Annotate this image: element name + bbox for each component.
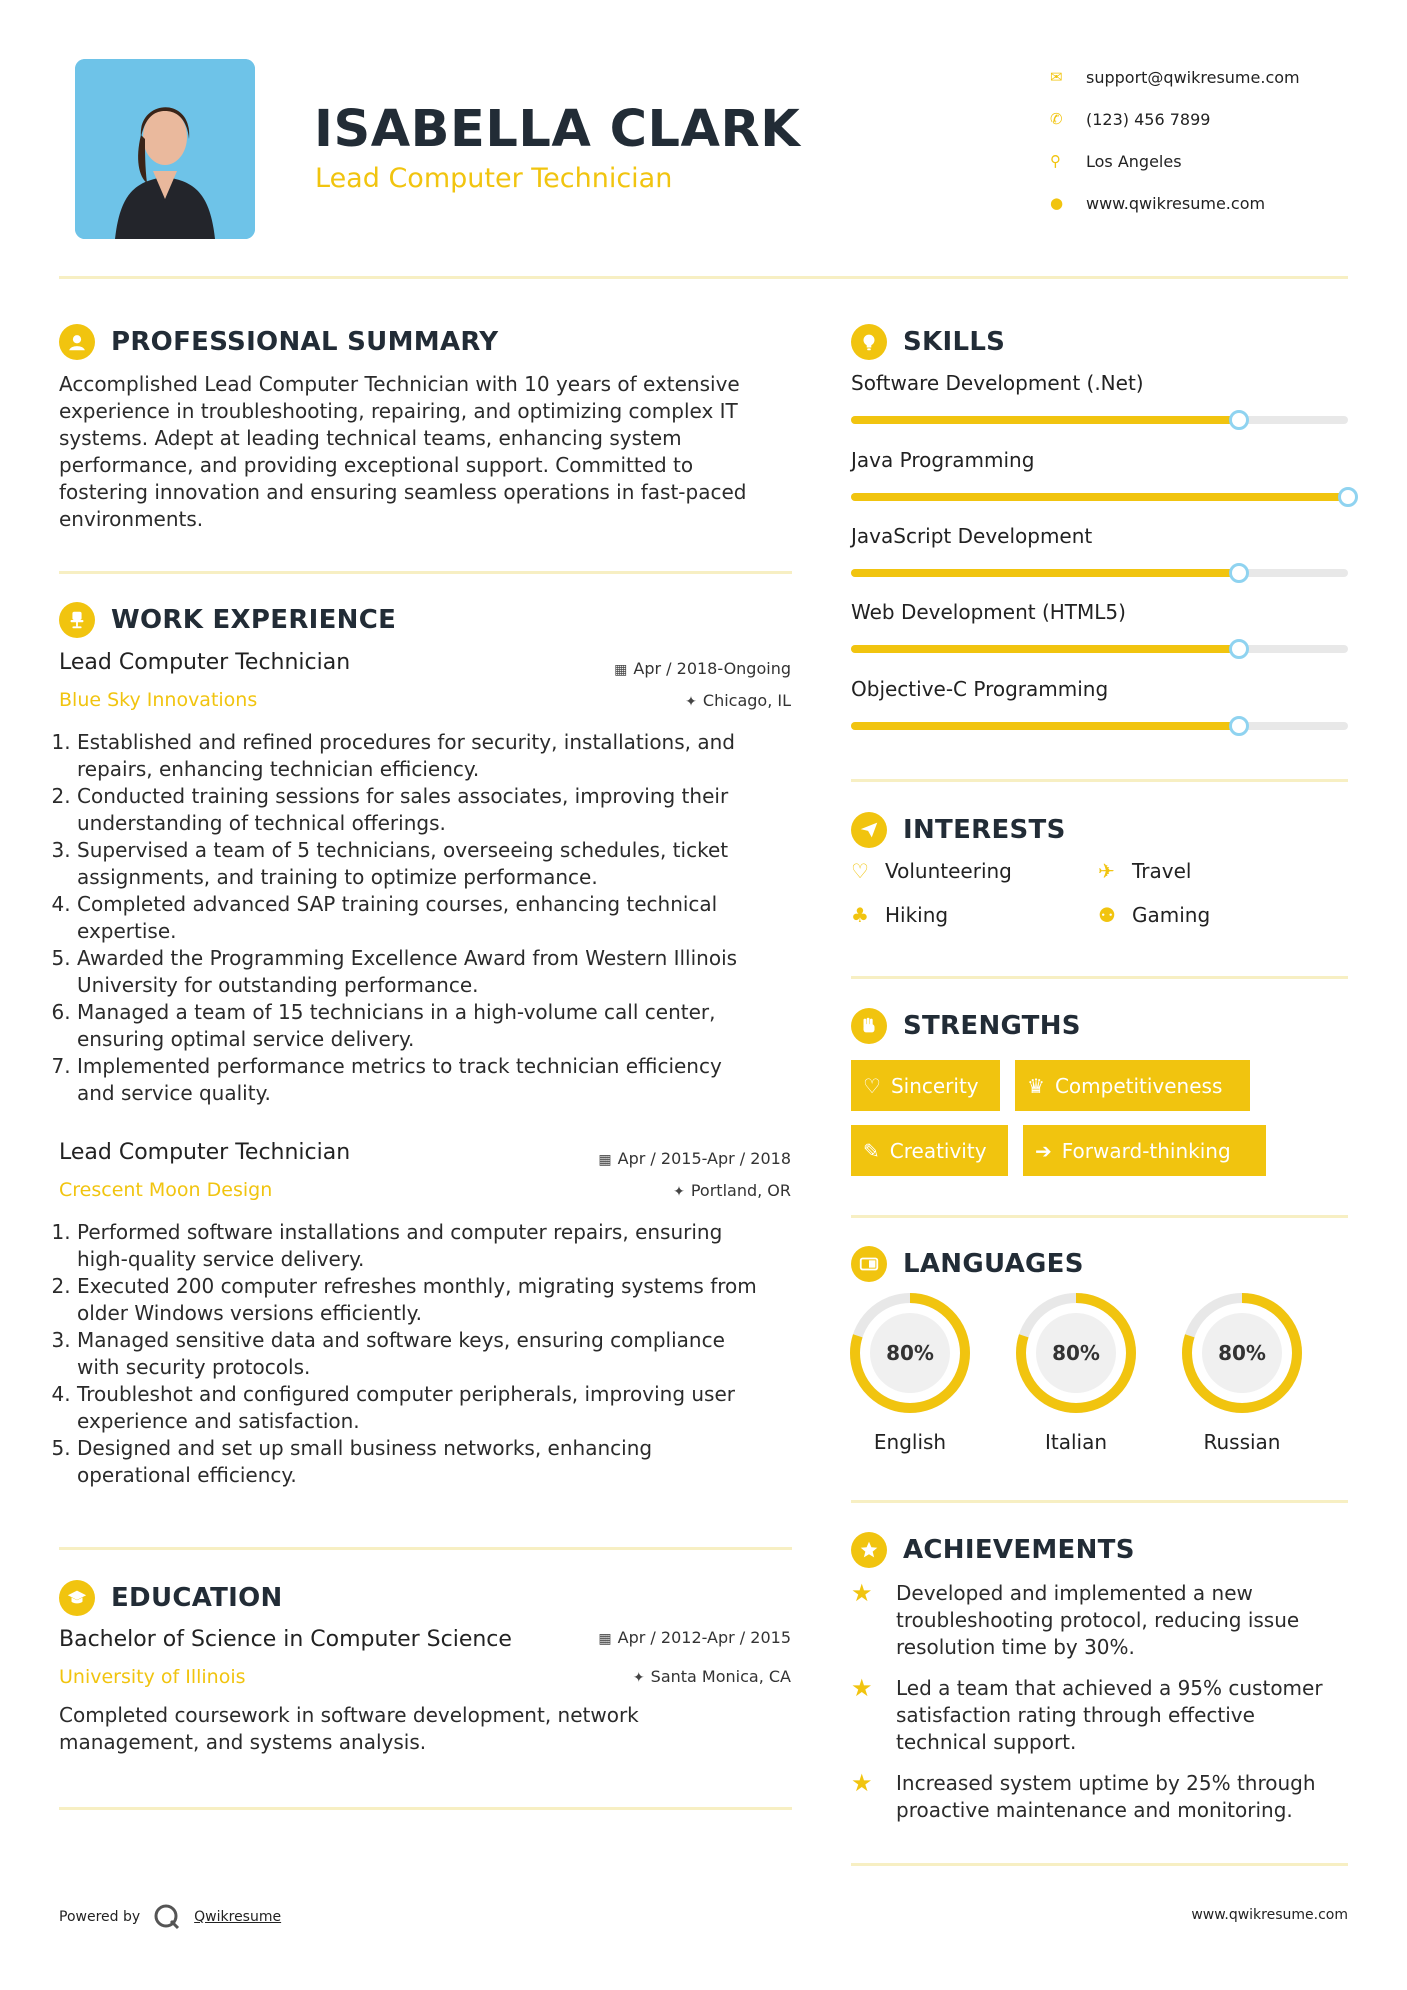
strength-label: Sincerity — [890, 1073, 979, 1098]
footer-powered-by — [59, 1902, 281, 1932]
tree-icon: ♣ — [851, 903, 869, 927]
language-ring — [1181, 1292, 1303, 1414]
star-badge-icon — [851, 1532, 887, 1568]
skill-bar — [851, 416, 1348, 424]
user-icon — [59, 324, 95, 360]
languages-heading — [851, 1246, 1084, 1282]
star-icon: ★ — [851, 1769, 873, 1797]
interest-label: Volunteering — [885, 859, 1012, 883]
contact-phone[interactable] — [1050, 98, 1300, 140]
skill-bar-knob[interactable] — [1229, 563, 1249, 583]
list-item-line: Conducted training sessions for sales associates, improving their — [77, 784, 729, 808]
list-item-line: repairs, enhancing technician efficiency. — [77, 757, 480, 781]
list-item — [77, 1435, 794, 1489]
skill-bar-knob[interactable] — [1338, 487, 1358, 507]
list-item-line: Performed software installations and computer repairs, ensuring — [77, 1220, 723, 1244]
skill-label: Objective-C Programming — [851, 677, 1109, 701]
pushpin-icon: ✦ — [632, 1670, 645, 1686]
list-item-line: Troubleshot and configured computer peripherals, improving user — [77, 1382, 735, 1406]
job-dates — [614, 659, 791, 678]
footer-site — [1191, 1907, 1348, 1923]
job-location-text: Chicago, IL — [702, 691, 791, 710]
skill-bar-knob[interactable] — [1229, 716, 1249, 736]
job-dates-text: Apr / 2015-Apr / 2018 — [617, 1149, 791, 1168]
job-location — [673, 1181, 791, 1200]
job-company: Crescent Moon Design — [59, 1179, 273, 1201]
skill-bar-knob[interactable] — [1229, 410, 1249, 430]
contact-location-text: Los Angeles — [1086, 151, 1182, 171]
skill-bar-fill — [851, 569, 1239, 577]
summary-line: performance, and providing exceptional support. Committed to — [59, 453, 694, 477]
contact-phone-text: (123) 456 7899 — [1086, 109, 1211, 129]
job-responsibilities — [59, 1219, 794, 1489]
skill-label: JavaScript Development — [851, 524, 1093, 548]
paper-plane-icon — [851, 812, 887, 848]
raised-fist-icon — [851, 1008, 887, 1044]
skill-bar-fill — [851, 493, 1348, 501]
powered-by-text: Powered by — [59, 1909, 141, 1925]
achievement-item — [851, 1675, 1351, 1756]
summary-line: systems. Adept at leading technical teams, enhancing system — [59, 426, 682, 450]
skill-bar — [851, 722, 1348, 730]
achievement-line: Developed and implemented a new — [896, 1581, 1253, 1605]
section-divider — [59, 1807, 792, 1810]
work-heading-text: WORK EXPERIENCE — [111, 605, 397, 635]
office-chair-icon — [59, 602, 95, 638]
achievements-heading — [851, 1532, 1135, 1568]
globe-icon: ● — [1050, 194, 1064, 212]
star-icon: ★ — [851, 1674, 873, 1702]
list-item — [77, 1219, 794, 1273]
list-item — [77, 1327, 794, 1381]
achievement-item — [851, 1770, 1351, 1824]
list-item-line: Managed a team of 15 technicians in a high-volume call center, — [77, 1000, 716, 1024]
section-divider — [59, 1547, 792, 1550]
list-item-line: high-quality service delivery. — [77, 1247, 365, 1271]
list-item — [77, 945, 794, 999]
section-divider — [851, 779, 1348, 782]
list-item-line: Awarded the Programming Excellence Award from Western Illinois — [77, 946, 738, 970]
job-location — [685, 691, 791, 710]
skill-bar — [851, 493, 1348, 501]
language-ring — [1015, 1292, 1137, 1414]
calendar-icon: ▦ — [598, 1631, 612, 1647]
gamepad-icon: ⚉ — [1098, 903, 1116, 927]
degree-title: Bachelor of Science in Computer Science — [59, 1627, 512, 1652]
job-location-text: Portland, OR — [690, 1181, 791, 1200]
work-heading — [59, 602, 396, 638]
list-item-line: Designed and set up small business networks, enhancing — [77, 1436, 653, 1460]
star-icon: ★ — [851, 1579, 873, 1607]
airplane-icon: ✈ — [1098, 859, 1115, 883]
school-name: University of Illinois — [59, 1666, 246, 1688]
heart-icon: ♡ — [863, 1073, 881, 1098]
language-percent: 80% — [1218, 1341, 1266, 1365]
strength-tag — [851, 1125, 1008, 1176]
skill-label: Software Development (.Net) — [851, 371, 1144, 395]
education-location — [633, 1667, 791, 1686]
qwikresume-logo-icon — [152, 1902, 182, 1932]
pushpin-icon: ✦ — [673, 1184, 685, 1200]
list-item-line: expertise. — [77, 919, 177, 943]
list-item-line: University for outstanding performance. — [77, 973, 479, 997]
list-item — [77, 999, 794, 1053]
strength-tag — [1023, 1125, 1266, 1176]
section-divider — [851, 976, 1348, 979]
list-item-line: experience and satisfaction. — [77, 1409, 360, 1433]
achievement-line: satisfaction rating through effective — [896, 1703, 1255, 1727]
list-item-line: Completed advanced SAP training courses, enhancing technical — [77, 892, 718, 916]
contact-location — [1050, 140, 1300, 182]
languages-heading-text: LANGUAGES — [903, 1249, 1084, 1279]
summary-line: Accomplished Lead Computer Technician with 10 years of extensive — [59, 372, 740, 396]
achievement-item — [851, 1580, 1351, 1661]
education-line: Completed coursework in software development, network — [59, 1703, 639, 1727]
strength-label: Forward-thinking — [1061, 1138, 1231, 1163]
list-item — [77, 891, 794, 945]
language-percent: 80% — [1052, 1341, 1100, 1365]
education-line: management, and systems analysis. — [59, 1730, 427, 1754]
phone-icon: ✆ — [1050, 110, 1063, 128]
skill-bar-fill — [851, 645, 1239, 653]
achievement-line: technical support. — [896, 1730, 1077, 1754]
strengths-heading-text: STRENGTHS — [903, 1011, 1081, 1041]
list-item-line: understanding of technical offerings. — [77, 811, 446, 835]
strength-label: Competitiveness — [1054, 1073, 1223, 1098]
skill-bar-fill — [851, 722, 1239, 730]
section-divider — [851, 1500, 1348, 1503]
list-item-line: and service quality. — [77, 1081, 271, 1105]
summary-heading — [59, 324, 498, 360]
skill-bar-knob[interactable] — [1229, 639, 1249, 659]
job-title: Lead Computer Technician — [59, 650, 351, 675]
summary-line: environments. — [59, 507, 204, 531]
strengths-heading — [851, 1008, 1081, 1044]
education-heading — [59, 1580, 283, 1616]
achievement-line: resolution time by 30%. — [896, 1635, 1135, 1659]
profile-photo — [75, 59, 255, 239]
summary-heading-text: PROFESSIONAL SUMMARY — [111, 327, 499, 357]
skill-bar — [851, 645, 1348, 653]
education-description — [59, 1702, 639, 1756]
job-dates-text: Apr / 2018-Ongoing — [633, 659, 791, 678]
list-item — [77, 729, 794, 783]
calendar-icon: ▦ — [614, 662, 628, 678]
language-percent: 80% — [886, 1341, 934, 1365]
list-item-line: Executed 200 computer refreshes monthly, migrating systems from — [77, 1274, 757, 1298]
interests-heading-text: INTERESTS — [903, 815, 1066, 845]
list-item — [77, 1381, 794, 1435]
contact-website-text: www.qwikresume.com — [1086, 193, 1266, 213]
language-item — [849, 1292, 971, 1454]
strength-label: Creativity — [889, 1138, 987, 1163]
interest-label: Travel — [1132, 859, 1192, 883]
interest-item — [1098, 903, 1210, 927]
summary-line: experience in troubleshooting, repairing, and optimizing complex IT — [59, 399, 738, 423]
job-company: Blue Sky Innovations — [59, 689, 258, 711]
section-divider — [851, 1215, 1348, 1218]
contact-list — [1050, 56, 1300, 224]
education-dates-text: Apr / 2012-Apr / 2015 — [617, 1628, 791, 1647]
list-item — [77, 783, 794, 837]
paintbrush-icon: ✎ — [863, 1138, 880, 1163]
arrow-right-icon: ➔ — [1035, 1138, 1052, 1163]
list-item-line: ensuring optimal service delivery. — [77, 1027, 415, 1051]
education-dates — [598, 1628, 791, 1647]
language-item — [1015, 1292, 1137, 1454]
interest-item — [851, 903, 948, 927]
list-item-line: operational efficiency. — [77, 1463, 297, 1487]
skill-bar — [851, 569, 1348, 577]
skill-bar-fill — [851, 416, 1239, 424]
achievement-line: troubleshooting protocol, reducing issue — [896, 1608, 1300, 1632]
pushpin-icon: ✦ — [685, 694, 697, 710]
list-item-line: Supervised a team of 5 technicians, overseeing schedules, ticket — [77, 838, 729, 862]
section-divider — [851, 1863, 1348, 1866]
achievements-heading-text: ACHIEVEMENTS — [903, 1535, 1135, 1565]
candidate-name: ISABELLA CLARK — [314, 100, 801, 159]
portrait-illustration — [75, 59, 255, 239]
summary-line: fostering innovation and ensuring seamless operations in fast-paced — [59, 480, 747, 504]
achievement-line: Led a team that achieved a 95% customer — [896, 1676, 1323, 1700]
candidate-title: Lead Computer Technician — [315, 163, 673, 194]
envelope-icon: ✉ — [1050, 68, 1063, 86]
list-item-line: Implemented performance metrics to track technician efficiency — [77, 1054, 722, 1078]
header-divider — [59, 276, 1348, 279]
section-divider — [59, 571, 792, 574]
list-item-line: assignments, and training to optimize performance. — [77, 865, 598, 889]
language-name: English — [873, 1430, 947, 1454]
education-heading-text: EDUCATION — [111, 1583, 283, 1613]
contact-email[interactable] — [1050, 56, 1300, 98]
map-pin-icon: ⚲ — [1050, 152, 1061, 170]
strength-tag — [1015, 1060, 1250, 1111]
language-name: Russian — [1203, 1430, 1281, 1454]
list-item-line: older Windows versions efficiently. — [77, 1301, 422, 1325]
list-item — [77, 837, 794, 891]
skills-heading-text: SKILLS — [903, 327, 1006, 357]
lightbulb-icon — [851, 324, 887, 360]
skills-heading — [851, 324, 1005, 360]
list-item-line: Established and refined procedures for security, installations, and — [77, 730, 735, 754]
list-item-line: Managed sensitive data and software keys, ensuring compliance — [77, 1328, 725, 1352]
job-dates — [598, 1149, 791, 1168]
interest-label: Hiking — [885, 903, 949, 927]
calendar-icon: ▦ — [598, 1152, 612, 1168]
education-location-text: Santa Monica, CA — [650, 1667, 791, 1686]
contact-website[interactable] — [1050, 182, 1300, 224]
qwikresume-link[interactable]: Qwikresume — [194, 1909, 282, 1925]
achievement-line: Increased system uptime by 25% through — [896, 1771, 1316, 1795]
job-responsibilities — [59, 729, 794, 1107]
contact-email-text: support@qwikresume.com — [1086, 67, 1300, 87]
language-item — [1181, 1292, 1303, 1454]
interest-item — [851, 859, 1012, 883]
skill-label: Web Development (HTML5) — [851, 600, 1126, 624]
language-name: Italian — [1044, 1430, 1108, 1454]
list-item — [77, 1053, 794, 1107]
job-title: Lead Computer Technician — [59, 1140, 351, 1165]
language-ring — [849, 1292, 971, 1414]
graduate-icon — [59, 1580, 95, 1616]
translate-icon — [851, 1246, 887, 1282]
interest-label: Gaming — [1132, 903, 1211, 927]
list-item-line: with security protocols. — [77, 1355, 311, 1379]
handshake-icon: ♡ — [851, 859, 869, 883]
list-item — [77, 1273, 794, 1327]
interests-heading — [851, 812, 1066, 848]
skill-label: Java Programming — [851, 448, 1035, 472]
achievement-line: proactive maintenance and monitoring. — [896, 1798, 1293, 1822]
trophy-icon: ♛ — [1027, 1073, 1045, 1098]
footer-site-link[interactable]: www.qwikresume.com — [1191, 1907, 1348, 1923]
interest-item — [1098, 859, 1191, 883]
strength-tag — [851, 1060, 1000, 1111]
summary-text — [59, 371, 746, 533]
